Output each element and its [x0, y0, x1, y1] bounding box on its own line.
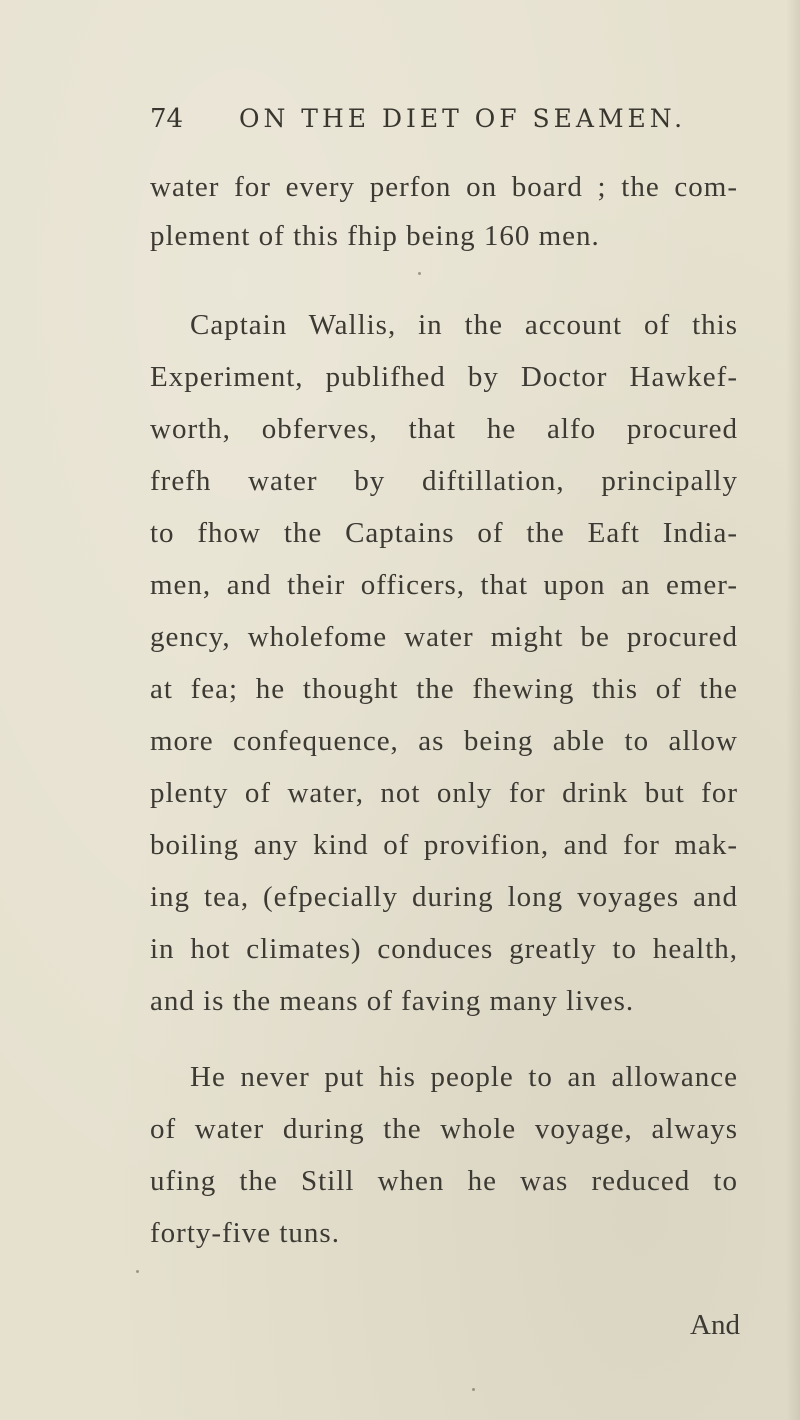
text-line: Captain Wallis, in the account of this [190, 309, 738, 341]
text-line: forty-five tuns. [150, 1217, 340, 1249]
text-line: water for every perfon on board ; the com- [150, 171, 738, 203]
text-line: men, and their officers, that upon an emer- [150, 569, 738, 601]
text-line: worth, obferves, that he alfo procured [150, 413, 738, 445]
text-line: more confequence, as being able to allow [150, 725, 738, 757]
catchword: And [690, 1309, 740, 1341]
text-line: of water during the whole voyage, always [150, 1113, 738, 1145]
text-line: He never put his people to an allowance [190, 1061, 738, 1093]
running-title: ON THE DIET OF SEAMEN. [238, 104, 687, 133]
text-line: at fea; he thought the fhewing this of the [150, 673, 738, 705]
text-line: plenty of water, not only for drink but for [150, 777, 738, 809]
text-line: gency, wholefome water might be procured [150, 621, 738, 653]
text-line: ufing the Still when he was reduced to [150, 1165, 738, 1197]
page-number: 74 [150, 104, 184, 134]
text-line: boiling any kind of provifion, and for mak- [150, 829, 738, 861]
page-edge-shadow [786, 0, 800, 1420]
text-line: and is the means of faving many lives. [150, 985, 635, 1017]
paper-speck [472, 1388, 475, 1391]
text-line: Experiment, publifhed by Doctor Hawkef- [150, 361, 738, 393]
text-line: in hot climates) conduces greatly to health, [150, 933, 738, 965]
paper-speck [136, 1270, 139, 1273]
text-line: to fhow the Captains of the Eaft India- [150, 517, 738, 549]
text-line: frefh water by diftillation, principally [150, 465, 738, 497]
text-line: ing tea, (efpecially during long voyages and [150, 881, 738, 913]
running-head [150, 104, 750, 144]
text-line: plement of this fhip being 160 men. [150, 220, 600, 252]
paper-speck [418, 272, 421, 275]
